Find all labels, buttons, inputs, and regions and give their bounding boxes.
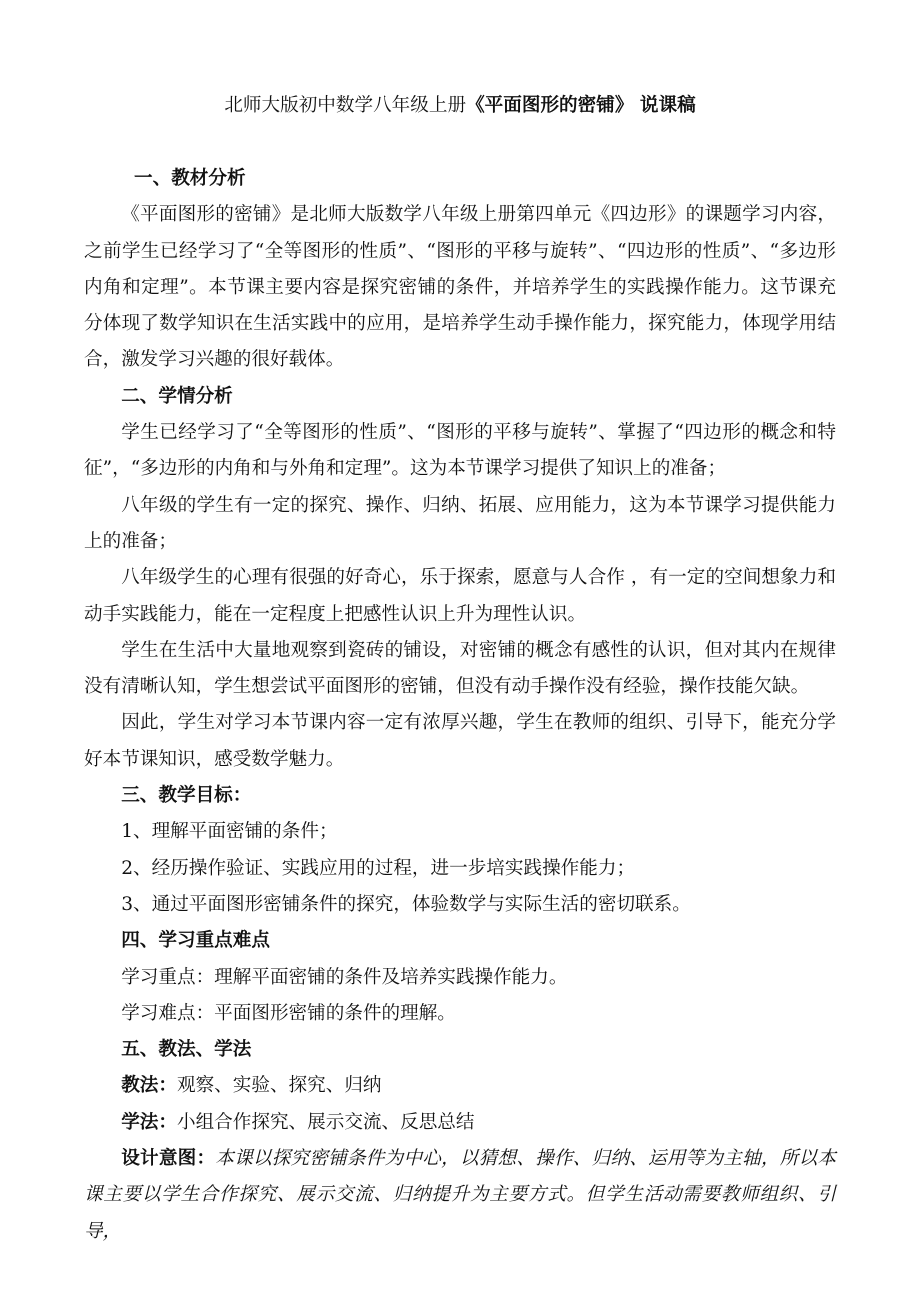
learning-method-label: 学法： [121, 1111, 177, 1133]
list-item: 2、经历操作验证、实践应用的过程，进一步培实践操作能力； [121, 857, 636, 879]
section-heading: 三、教学目标： [121, 785, 252, 807]
learning-method [84, 1105, 836, 1141]
paragraph: 八年级学生的心理有很强的好奇心，乐于探索，愿意与人合作 ，有一定的空间想象力和动手实践能力，能在一定程度上把感性认识上升为理性认识。 [84, 567, 836, 625]
difficult-point: 学习难点：平面图形密铺的条件的理解。 [121, 1002, 456, 1024]
teaching-method [84, 1068, 836, 1104]
section-heading: 二、学情分析 [121, 385, 233, 407]
title-prefix: 北师大版初中数学八年级上册 [224, 95, 467, 116]
paragraph: 因此，学生对学习本节课内容一定有浓厚兴趣，学生在教师的组织、引导下，能充分学好本节课知识，感受数学魅力。 [84, 712, 836, 770]
title-bold: 《平面图形的密铺》 说课稿 [466, 95, 696, 116]
teaching-method-label: 教法： [121, 1075, 177, 1097]
list-item: 3、通过平面图形密铺条件的探究，体验数学与实际生活的密切联系。 [121, 893, 691, 915]
learning-method-text: 小组合作探究、展示交流、反思总结 [176, 1111, 475, 1133]
paragraph: 学生在生活中大量地观察到瓷砖的铺设，对密铺的概念有感性的认识，但对其内在规律没有清晰认知，学生想尝试平面图形的密铺，但没有动手操作没有经验，操作技能欠缺。 [84, 639, 836, 698]
design-intent [84, 1141, 836, 1250]
list-item: 1、理解平面密铺的条件； [121, 821, 338, 843]
paragraph: 《平面图形的密铺》是北师大版数学八年级上册第四单元《四边形》的课题学习内容，之前学生已经学习了“全等图形的性质”、“图形的平移与旋转”、“四边形的性质”、“多边形内角和定理”。本节课主要内容是探究密铺的条件，并培养学生的实践操作能力。这节课充分体现了数学知识在生活实践中的应用，是培养学生动手操作能力，探究能力，体现学用结合，激发学习兴趣的很好载体。 [84, 204, 836, 371]
design-intent-label: 设计意图： [121, 1148, 216, 1170]
design-intent-text: 本课以探究密铺条件为中心，以猜想、操作、归纳、运用等为主轴，所以本课主要以学生合作探究、展示交流、归纳提升为主要方式。但学生活动需要教师组织、引导， [84, 1148, 836, 1242]
section-heading: 四、学习重点难点 [121, 930, 270, 952]
key-point: 学习重点：理解平面密铺的条件及培养实践操作能力。 [121, 966, 568, 988]
paragraph: 学生已经学习了“全等图形的性质”、“图形的平移与旋转”、掌握了“四边形的概念和特征”，“多边形的内角和与外角和定理”。这为本节课学习提供了知识上的准备； [84, 422, 836, 480]
section-heading: 一、教材分析 [134, 168, 246, 189]
section-heading: 五、教法、学法 [121, 1039, 252, 1061]
teaching-method-text: 观察、实验、探究、归纳 [176, 1075, 382, 1097]
paragraph: 八年级的学生有一定的探究、操作、归纳、拓展、应用能力，这为本节课学习提供能力上的准备； [84, 494, 836, 552]
document-body [84, 161, 836, 1250]
document-title [0, 92, 920, 120]
